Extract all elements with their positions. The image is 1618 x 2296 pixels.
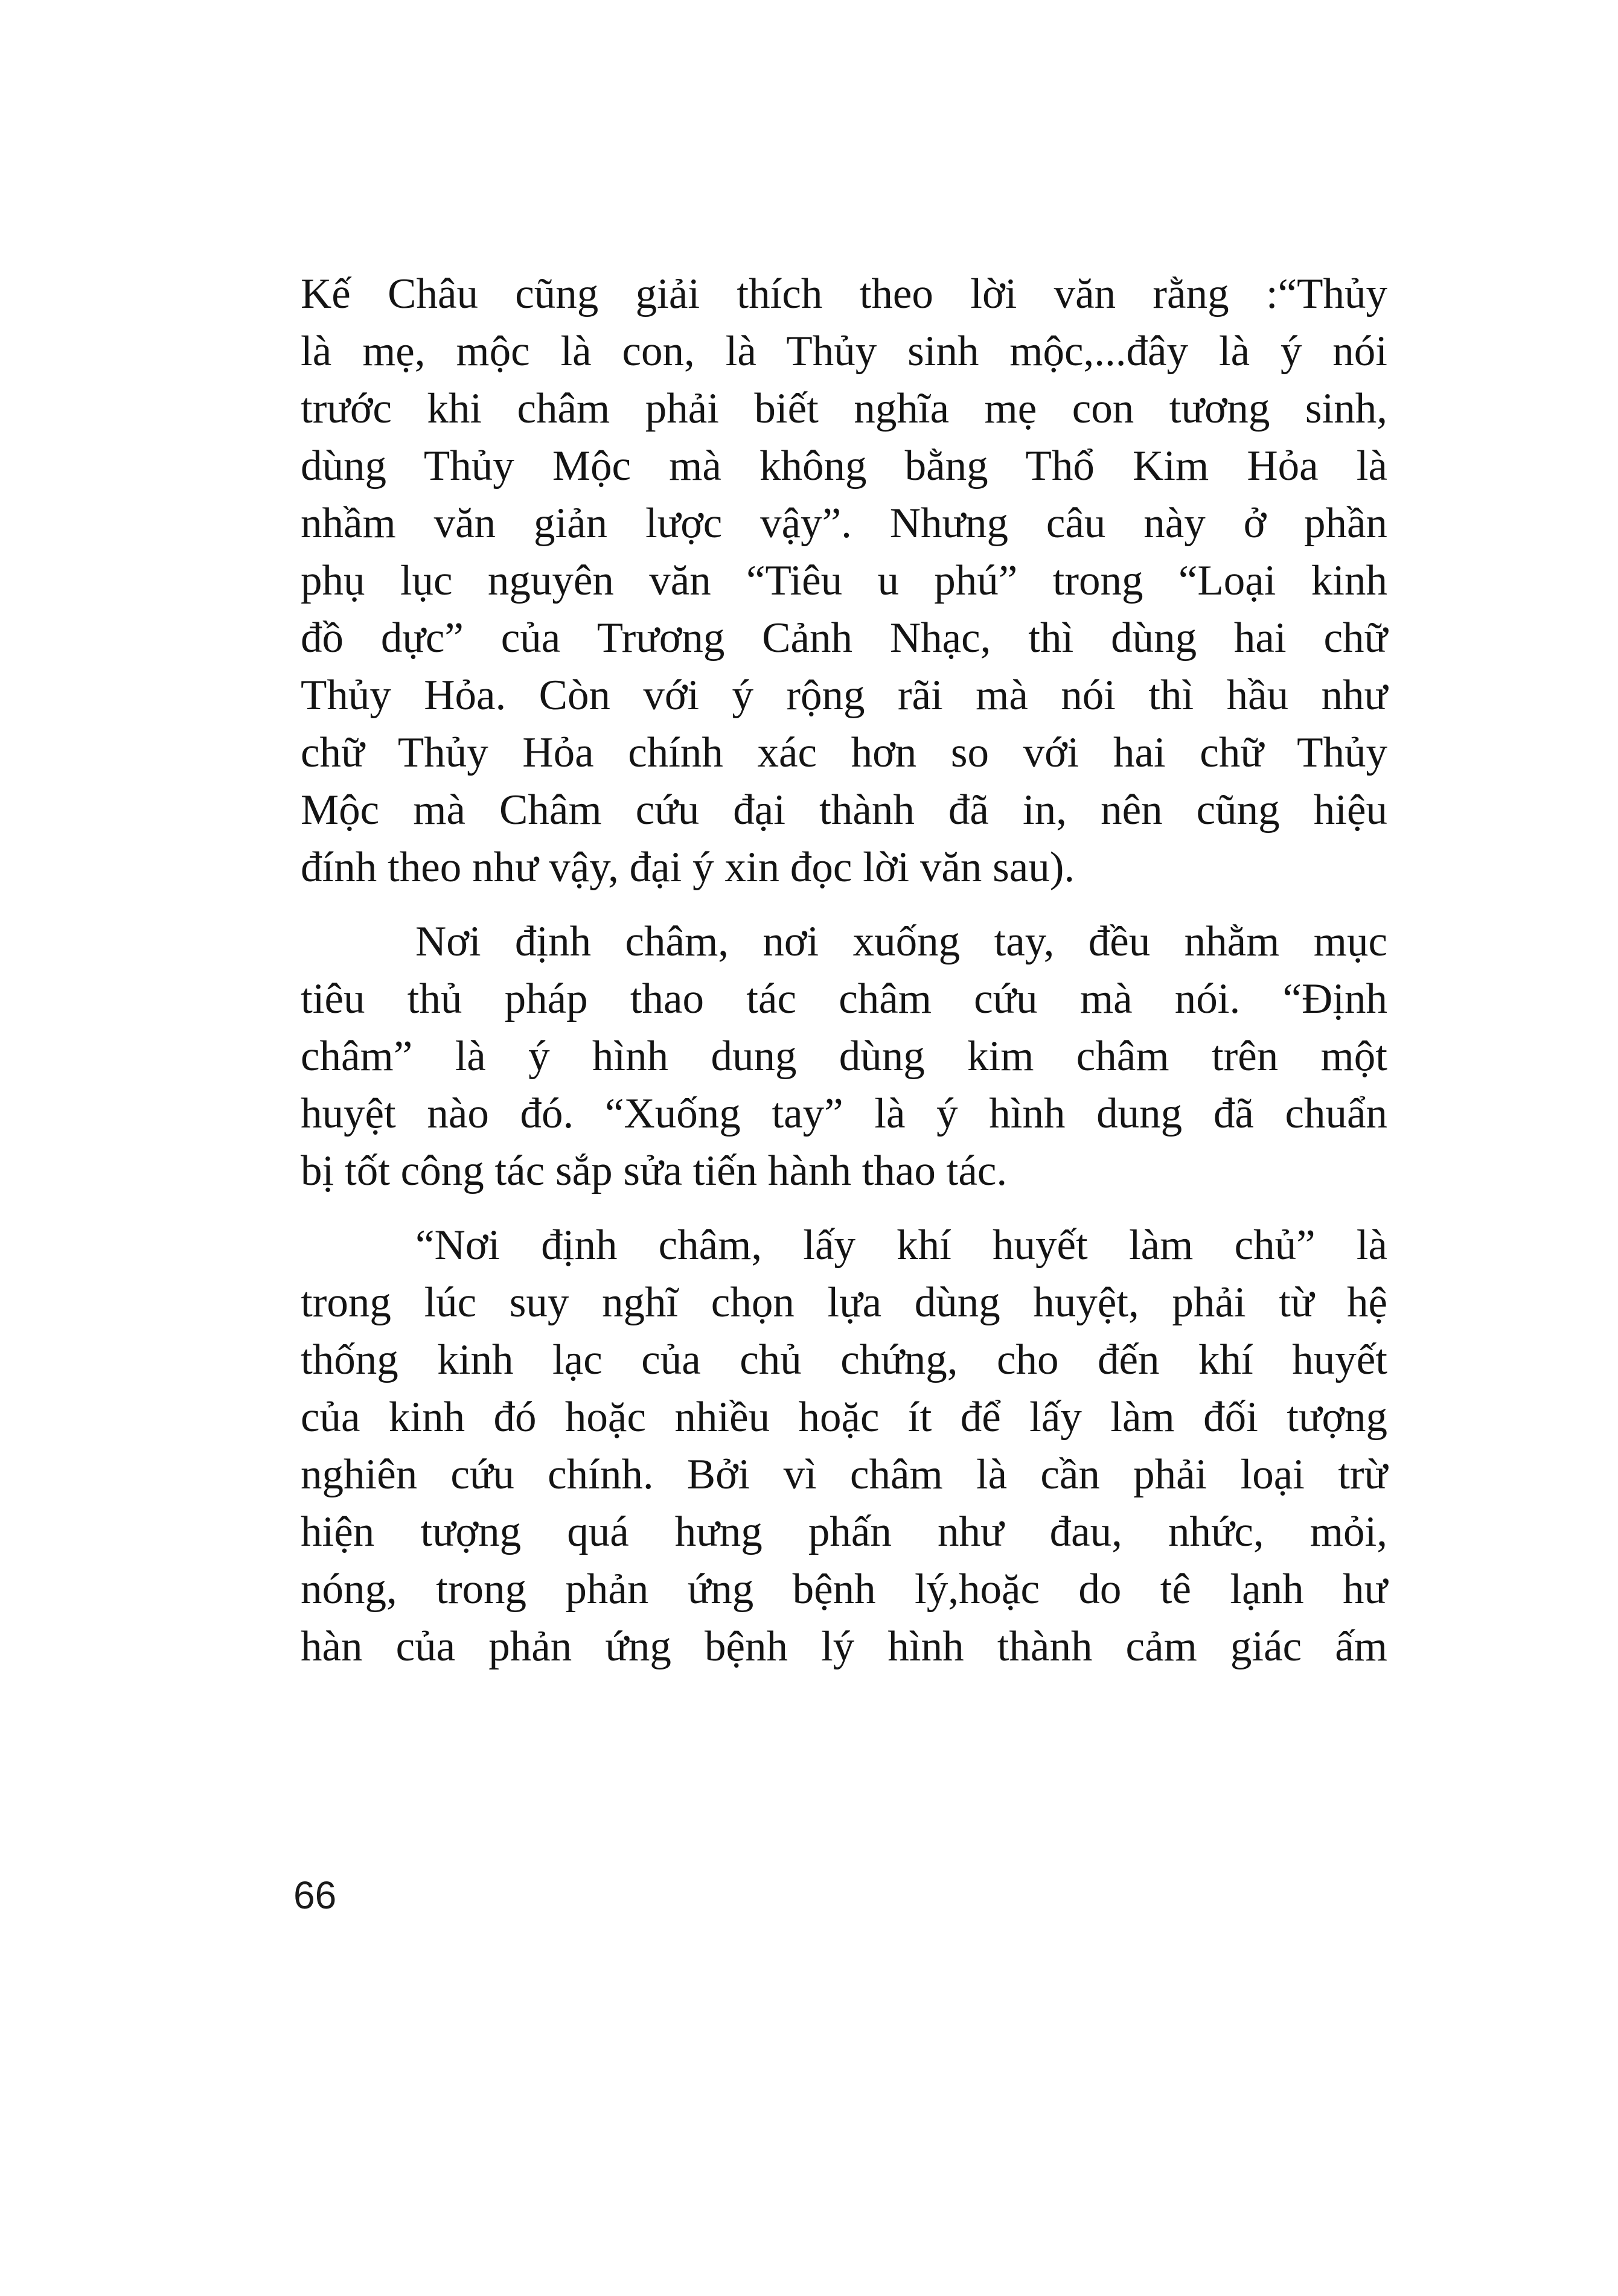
text-line: Mộc mà Châm cứu đại thành đã in, nên cũng hiệu — [301, 786, 1387, 834]
text-line: bị tốt công tác sắp sửa tiến hành thao tác. — [301, 1147, 1008, 1194]
text-line: phụ lục nguyên văn “Tiêu u phú” trong “Loại kinh — [301, 557, 1387, 604]
text-line: “Nơi định châm, lấy khí huyết làm chủ” là — [415, 1222, 1387, 1269]
text-line: hàn của phản ứng bệnh lý hình thành cảm giác ấm — [301, 1623, 1387, 1670]
text-line: hiện tượng quá hưng phấn như đau, nhức, mỏi, — [301, 1508, 1387, 1555]
text-line: châm” là ý hình dung dùng kim châm trên một — [301, 1033, 1387, 1080]
text-line: trong lúc suy nghĩ chọn lựa dùng huyệt, phải từ hệ — [301, 1279, 1387, 1326]
paragraph-3 — [301, 1217, 1387, 1676]
text-line: tiêu thủ pháp thao tác châm cứu mà nói. “Định — [301, 975, 1387, 1022]
text-line: Thủy Hỏa. Còn với ý rộng rãi mà nói thì hầu như — [301, 672, 1387, 719]
text-line: trước khi châm phải biết nghĩa mẹ con tương sinh, — [301, 385, 1387, 432]
text-line: chữ Thủy Hỏa chính xác hơn so với hai chữ Thủy — [301, 729, 1387, 776]
text-line: nóng, trong phản ứng bệnh lý,hoặc do tê lạnh hư — [301, 1566, 1387, 1613]
text-line: Nơi định châm, nơi xuống tay, đều nhằm mục — [415, 918, 1387, 965]
text-line: của kinh đó hoặc nhiều hoặc ít để lấy làm đối tượng — [301, 1394, 1387, 1441]
text-line: thống kinh lạc của chủ chứng, cho đến khí huyết — [301, 1336, 1387, 1383]
paragraph-1 — [301, 266, 1387, 896]
text-line: Kế Châu cũng giải thích theo lời văn rằng :“Thủy — [301, 270, 1387, 317]
text-line: huyệt nào đó. “Xuống tay” là ý hình dung đã chuẩn — [301, 1090, 1387, 1137]
text-line: là mẹ, mộc là con, là Thủy sinh mộc,...đây là ý nói — [301, 328, 1387, 375]
body-text — [301, 266, 1387, 1676]
text-line: nhầm văn giản lược vậy”. Nhưng câu này ở phần — [301, 500, 1387, 547]
page-number: 66 — [293, 1873, 337, 1917]
text-line: dùng Thủy Mộc mà không bằng Thổ Kim Hỏa là — [301, 442, 1387, 489]
text-line: nghiên cứu chính. Bởi vì châm là cần phải loại trừ — [301, 1451, 1387, 1498]
text-line: đồ dực” của Trương Cảnh Nhạc, thì dùng hai chữ — [301, 614, 1387, 662]
text-line: đính theo như vậy, đại ý xin đọc lời văn sau). — [301, 844, 1075, 891]
paragraph-2 — [301, 913, 1387, 1200]
